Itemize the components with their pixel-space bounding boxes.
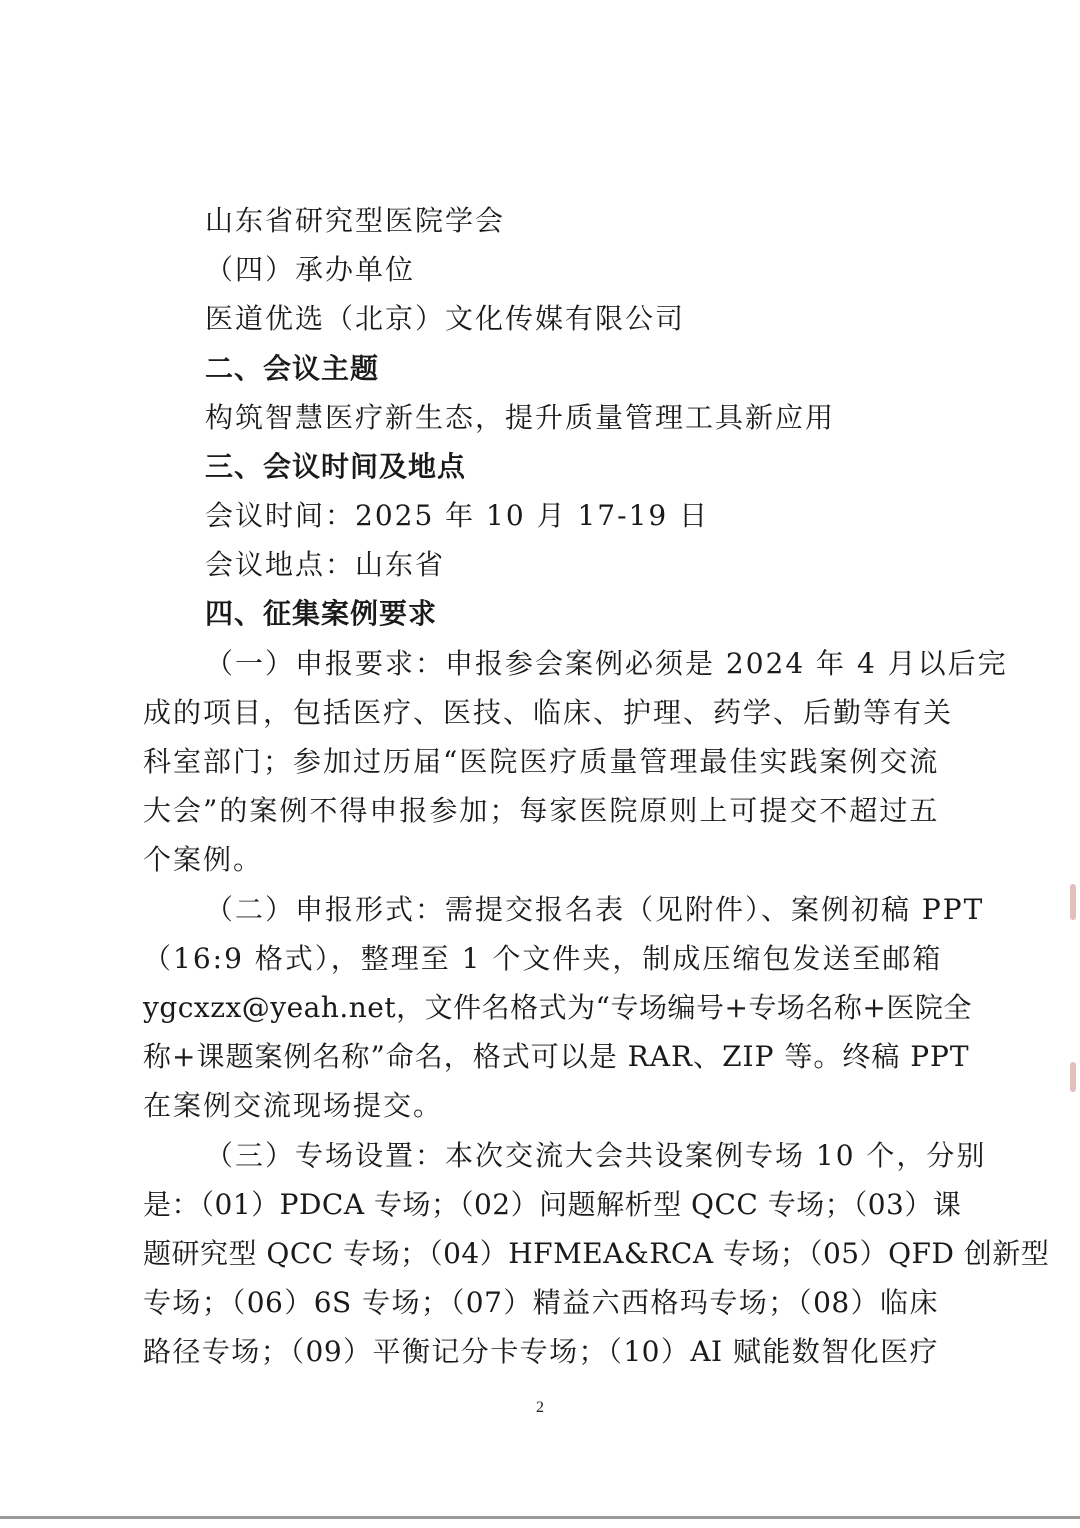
- paragraph-line: （一）申报要求：申报参会案例必须是 2024 年 4 月以后完: [205, 647, 1008, 680]
- meeting-time: 会议时间：2025 年 10 月 17-19 日: [205, 499, 710, 532]
- paragraph-line: 大会”的案例不得申报参加；每家医院原则上可提交不超过五: [143, 794, 940, 827]
- paragraph-line: （16:9 格式），整理至 1 个文件夹，制成压缩包发送至邮箱: [143, 942, 943, 975]
- paragraph-line: 个案例。: [143, 843, 264, 876]
- section-subheading-host: （四）承办单位: [205, 253, 416, 286]
- seal-edge-mark: [1070, 1062, 1076, 1092]
- paragraph-line: 称+课题案例名称”命名，格式可以是 RAR、ZIP 等。终稿 PPT: [143, 1040, 970, 1073]
- scan-edge-line: [0, 1516, 1080, 1519]
- organizer-name: 山东省研究型医院学会: [205, 204, 506, 237]
- paragraph-line: 题研究型 QCC 专场；（04）HFMEA&RCA 专场；（05）QFD 创新型: [143, 1237, 1050, 1270]
- paragraph-line: （二）申报形式：需提交报名表（见附件）、案例初稿 PPT: [205, 893, 985, 926]
- page-number: 2: [536, 1399, 544, 1416]
- meeting-location: 会议地点：山东省: [205, 548, 446, 581]
- paragraph-line: 在案例交流现场提交。: [143, 1089, 444, 1122]
- paragraph-line: 路径专场；（09）平衡记分卡专场；（10）AI 赋能数智化医疗: [143, 1335, 938, 1368]
- meeting-theme-text: 构筑智慧医疗新生态，提升质量管理工具新应用: [205, 401, 836, 434]
- paragraph-line: 科室部门；参加过历届“医院医疗质量管理最佳实践案例交流: [143, 745, 940, 778]
- heading-meeting-theme: 二、会议主题: [205, 352, 380, 385]
- heading-case-requirements: 四、征集案例要求: [205, 597, 438, 630]
- heading-time-location: 三、会议时间及地点: [205, 450, 467, 483]
- paragraph-line-email: ygcxzx@yeah.net，文件名格式为“专场编号+专场名称+医院全: [143, 991, 972, 1024]
- host-company-name: 医道优选（北京）文化传媒有限公司: [205, 302, 686, 335]
- paragraph-line: （三）专场设置：本次交流大会共设案例专场 10 个，分别: [205, 1139, 987, 1172]
- paragraph-line: 成的项目，包括医疗、医技、临床、护理、药学、后勤等有关: [143, 696, 954, 729]
- paragraph-line: 专场；（06）6S 专场；（07）精益六西格玛专场；（08）临床: [143, 1286, 938, 1319]
- paragraph-line: 是：（01）PDCA 专场；（02）问题解析型 QCC 专场；（03）课: [143, 1188, 962, 1221]
- seal-edge-mark: [1070, 884, 1076, 920]
